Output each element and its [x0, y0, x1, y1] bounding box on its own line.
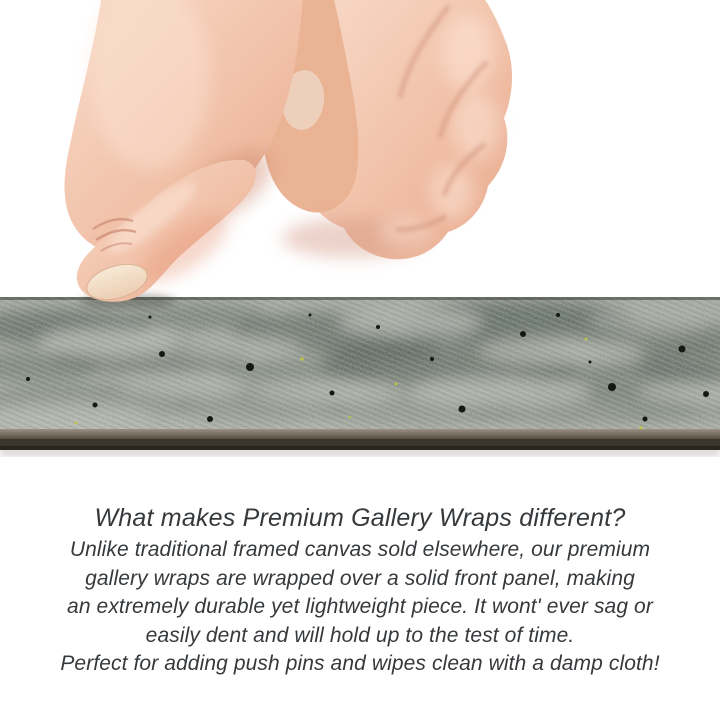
info-line-2: gallery wraps are wrapped over a solid front panel, making — [85, 566, 635, 590]
info-line-1: Unlike traditional framed canvas sold elsewhere, our premium — [69, 538, 651, 561]
canvas-edge-svg — [0, 297, 720, 457]
canvas-edge-image — [0, 297, 720, 457]
info-line-5: Perfect for adding push pins and wipes clean with a damp cloth! — [60, 652, 660, 675]
canvas-grain-light — [0, 297, 720, 438]
info-line-3: an extremely durable yet lightweight piece. It wont' ever sag or — [67, 595, 653, 618]
caption-block — [0, 502, 720, 679]
info-heading: What makes Premium Gallery Wraps different? — [94, 504, 626, 532]
hand-photo — [0, 0, 720, 312]
info-line-4: easily dent and will hold up to the test of time. — [145, 623, 575, 647]
strip-bottom-dark — [0, 439, 720, 447]
hand-svg — [0, 0, 720, 312]
strip-bottom-band — [0, 429, 720, 439]
strip-drop-shadow — [0, 449, 720, 455]
